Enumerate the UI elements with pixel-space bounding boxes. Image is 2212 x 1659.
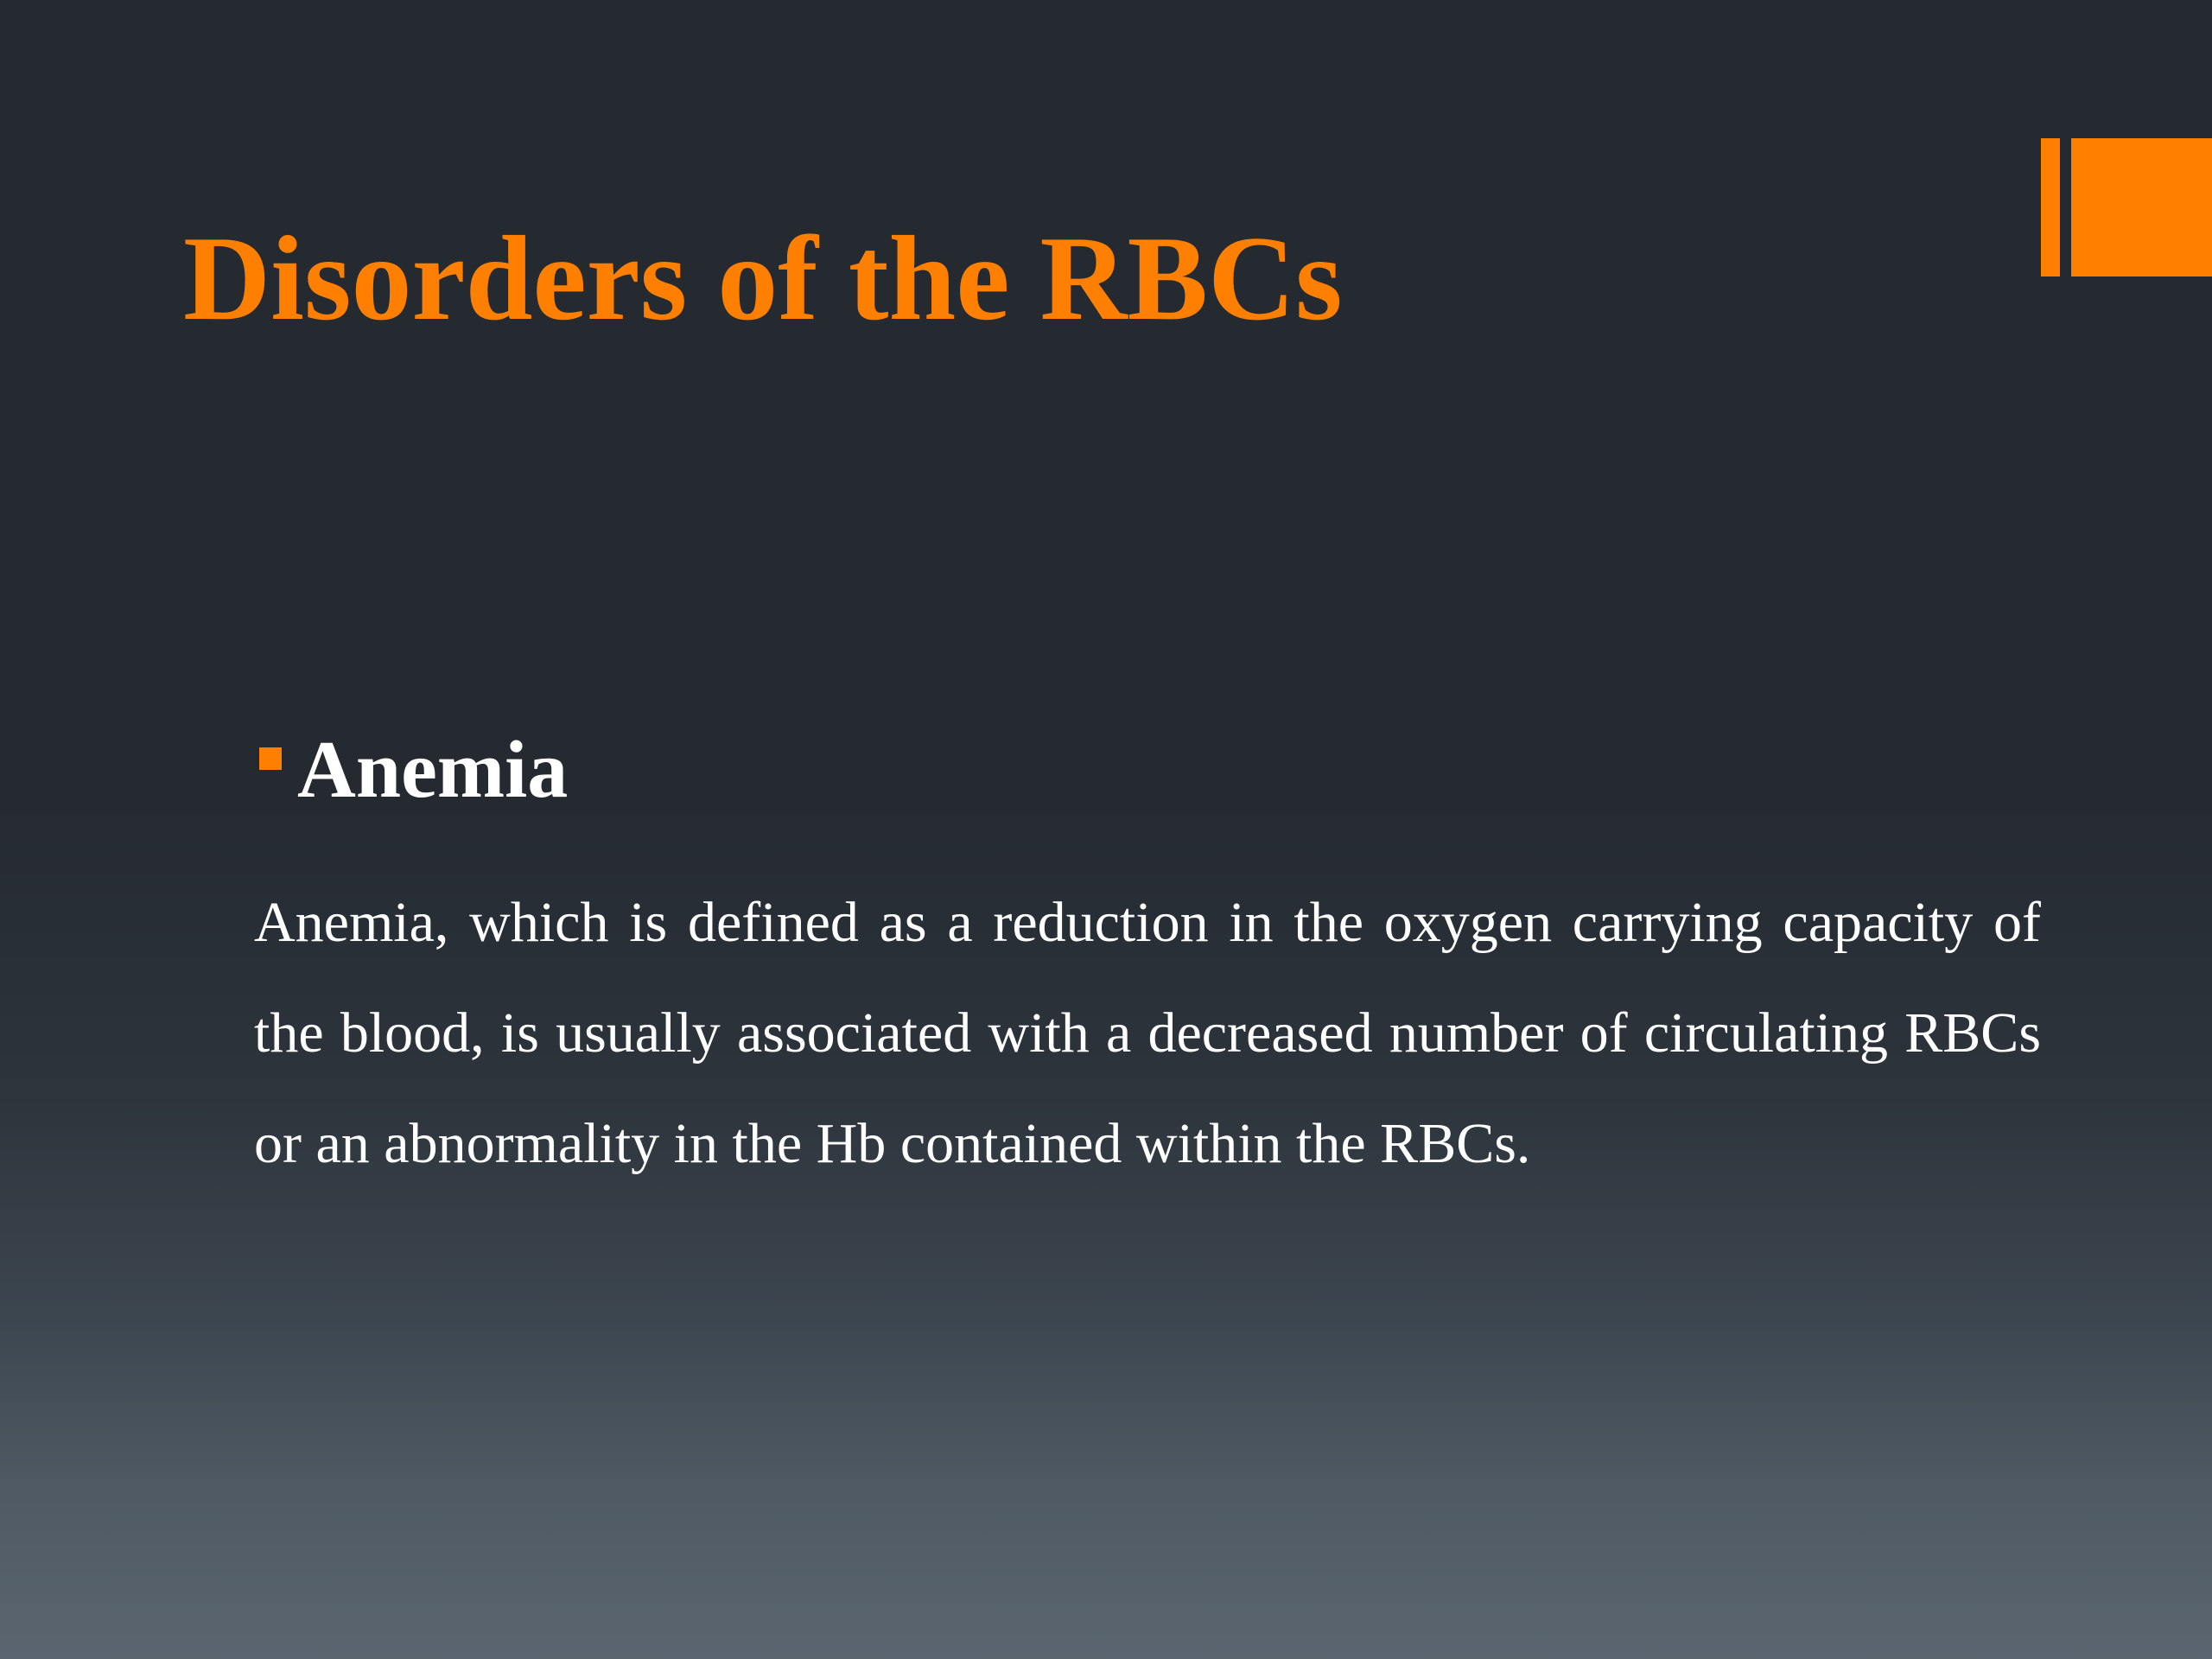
bullet-item-anemia bbox=[259, 719, 568, 821]
body-paragraph: Anemia, which is defined as a reduction in the oxygen carrying capacity of the blood, is usually associated with a decreased number of circulating RBCs or an abnormality in the Hb contained within the RBCs. bbox=[254, 891, 2041, 1175]
accent-block-decoration bbox=[2071, 138, 2212, 276]
bullet-label: Anemia bbox=[297, 725, 569, 815]
accent-bar-decoration bbox=[2041, 138, 2060, 276]
square-bullet-icon bbox=[259, 747, 282, 770]
slide-title: Disorders of the RBCs bbox=[183, 212, 1343, 346]
